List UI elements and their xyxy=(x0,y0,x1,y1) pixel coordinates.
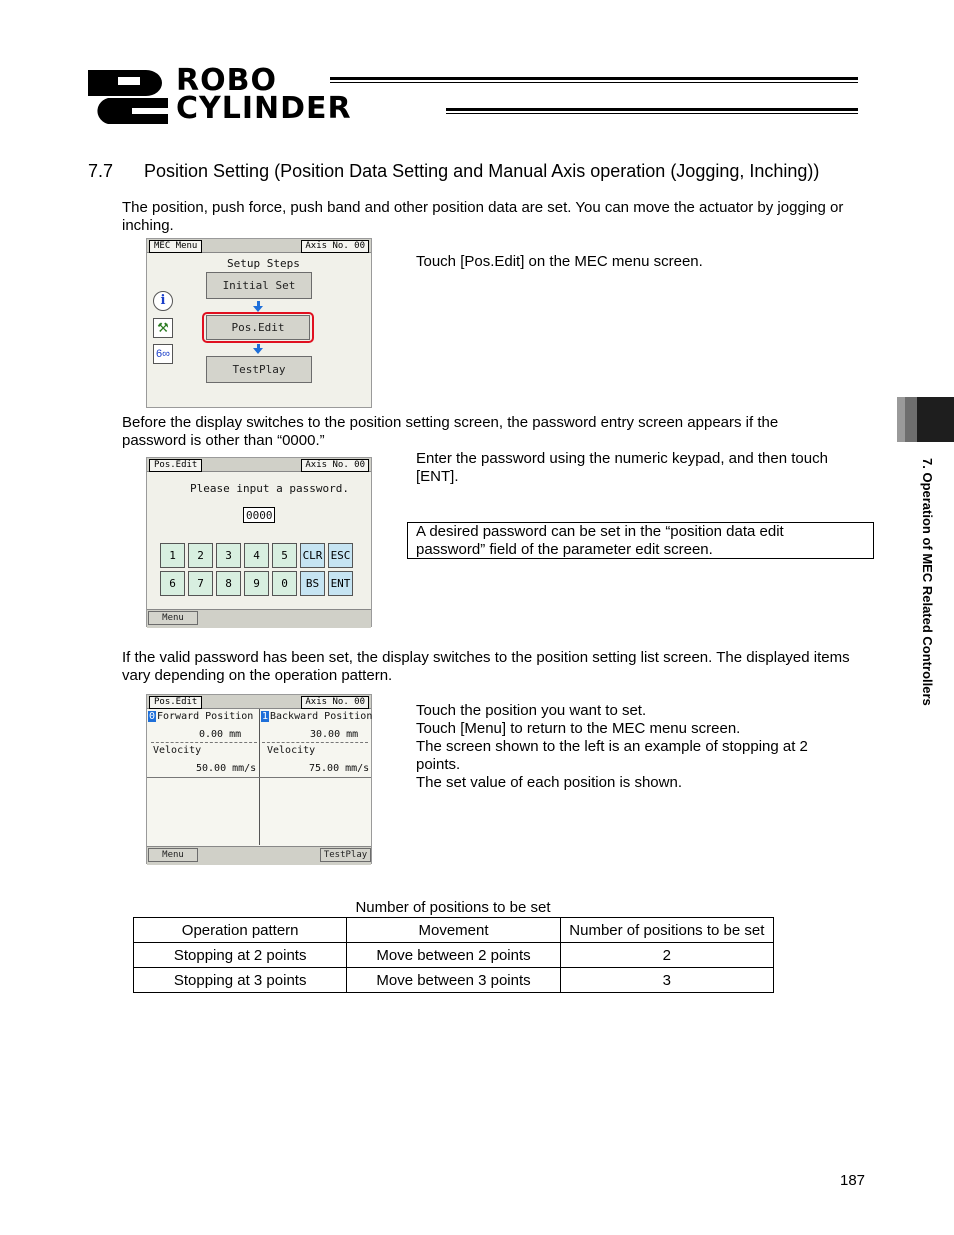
side-tab-label-box xyxy=(920,458,938,758)
key-8[interactable]: 8 xyxy=(216,571,241,596)
pos-edit-button[interactable]: Pos.Edit xyxy=(206,315,310,340)
table-cell: Stopping at 3 points xyxy=(134,968,347,993)
page-number: 187 xyxy=(840,1172,866,1189)
logo-rule-bottom-thin xyxy=(446,113,858,114)
glasses-icon[interactable]: 6∞ xyxy=(153,344,173,364)
clear-key[interactable]: CLR xyxy=(300,543,325,568)
enter-key[interactable]: ENT xyxy=(328,571,353,596)
key-9[interactable]: 9 xyxy=(244,571,269,596)
section-number: 7.7 xyxy=(88,161,114,181)
side-tab-mid xyxy=(905,397,917,442)
positions-table xyxy=(133,917,774,993)
logo-rule-top xyxy=(330,77,858,80)
position-value: 0.00 mm xyxy=(199,729,242,740)
step3-line: The set value of each position is shown. xyxy=(416,774,682,791)
menu-button[interactable]: Menu xyxy=(148,848,198,862)
initial-set-button[interactable]: Initial Set xyxy=(206,272,312,299)
key-5[interactable]: 5 xyxy=(272,543,297,568)
step3-line: Touch [Menu] to return to the MEC menu screen. xyxy=(416,720,741,737)
step3-line: Touch the position you want to set. xyxy=(416,702,647,719)
step2-instruction: Enter the password using the numeric keypad, and then touch [ENT]. xyxy=(416,450,828,485)
key-1[interactable]: 1 xyxy=(160,543,185,568)
password-input[interactable] xyxy=(243,507,275,523)
screen-title-bar xyxy=(147,458,371,472)
key-0[interactable]: 0 xyxy=(272,571,297,596)
position-value: 30.00 mm xyxy=(310,729,359,740)
position-name: Backward Position xyxy=(270,711,373,722)
position-cell-1[interactable] xyxy=(260,709,372,779)
table-cell: Move between 3 points xyxy=(347,968,560,993)
step3-instructions xyxy=(416,702,846,792)
screen-tag: MEC Menu xyxy=(149,240,202,253)
position-list-screen xyxy=(146,694,372,864)
setup-steps-heading: Setup Steps xyxy=(227,257,300,270)
table-header: Movement xyxy=(347,918,560,943)
table-header: Number of positions to be set xyxy=(560,918,773,943)
axis-number: Axis No. 00 xyxy=(301,696,369,709)
menu-button[interactable]: Menu xyxy=(148,611,198,625)
table-row xyxy=(134,943,774,968)
escape-key[interactable]: ESC xyxy=(328,543,353,568)
key-3[interactable]: 3 xyxy=(216,543,241,568)
axis-number: Axis No. 00 xyxy=(301,459,369,472)
screen-title-bar xyxy=(147,239,371,253)
down-arrow-icon xyxy=(253,348,263,354)
side-tab-light xyxy=(897,397,905,442)
position-cell-0[interactable] xyxy=(147,709,259,779)
logo-robo: ROBO xyxy=(176,63,277,98)
table-cell: Move between 2 points xyxy=(347,943,560,968)
info-icon[interactable]: i xyxy=(153,291,173,311)
position-name: Forward Position xyxy=(157,711,254,722)
velocity-label: Velocity xyxy=(153,745,202,756)
password-screen xyxy=(146,457,372,627)
rc-logo-icon xyxy=(88,68,170,124)
mec-menu-screen xyxy=(146,238,372,408)
position-index: 1 xyxy=(261,711,269,722)
table-row xyxy=(134,968,774,993)
logo-cylinder: CYLINDER xyxy=(176,91,352,126)
axis-number: Axis No. 00 xyxy=(301,240,369,253)
side-tab-label: 7. Operation of MEC Related Controllers xyxy=(920,458,935,706)
key-2[interactable]: 2 xyxy=(188,543,213,568)
password-prompt: Please input a password. xyxy=(190,482,349,495)
row-separator xyxy=(151,742,257,743)
row-divider xyxy=(147,777,371,778)
velocity-value: 50.00 mm/s xyxy=(196,763,257,774)
screen-tag: Pos.Edit xyxy=(149,696,202,709)
key-6[interactable]: 6 xyxy=(160,571,185,596)
table-cell: 3 xyxy=(560,968,773,993)
logo-rule-bottom xyxy=(446,108,858,111)
section-title: Position Setting (Position Data Setting and Manual Axis operation (Jogging, Inching)) xyxy=(144,161,820,181)
screen-title-bar xyxy=(147,695,371,709)
position-list-paragraph: If the valid password has been set, the display switches to the position setting list screen. The displayed items vary depending on the operation pattern. xyxy=(122,649,850,684)
key-4[interactable]: 4 xyxy=(244,543,269,568)
screen-tag: Pos.Edit xyxy=(149,459,202,472)
logo-rule-top-thin xyxy=(330,82,858,83)
row-separator xyxy=(262,742,368,743)
backspace-key[interactable]: BS xyxy=(300,571,325,596)
velocity-label: Velocity xyxy=(267,745,316,756)
velocity-value: 75.00 mm/s xyxy=(309,763,370,774)
step1-instruction: Touch [Pos.Edit] on the MEC menu screen. xyxy=(416,253,703,270)
note-text: A desired password can be set in the “position data edit password” field of the parameter edit screen. xyxy=(416,523,784,558)
password-paragraph: Before the display switches to the position setting screen, the password entry screen appears if the password is other than “0000.” xyxy=(122,414,779,449)
key-7[interactable]: 7 xyxy=(188,571,213,596)
table-cell: 2 xyxy=(560,943,773,968)
table-header-row xyxy=(134,918,774,943)
note-box xyxy=(407,522,874,559)
tools-icon[interactable]: ⚒ xyxy=(153,318,173,338)
table-caption: Number of positions to be set xyxy=(355,899,551,916)
position-index: 0 xyxy=(148,711,156,722)
testplay-button[interactable]: TestPlay xyxy=(320,848,371,862)
table-header: Operation pattern xyxy=(134,918,347,943)
password-value: 0000 xyxy=(246,509,273,522)
side-tab-dark xyxy=(917,397,954,442)
intro-paragraph: The position, push force, push band and other position data are set. You can move the actuator by jogging or inching. xyxy=(122,199,844,234)
step3-line: The screen shown to the left is an example of stopping at 2 points. xyxy=(416,738,808,773)
table-cell: Stopping at 2 points xyxy=(134,943,347,968)
testplay-button[interactable]: TestPlay xyxy=(206,356,312,383)
